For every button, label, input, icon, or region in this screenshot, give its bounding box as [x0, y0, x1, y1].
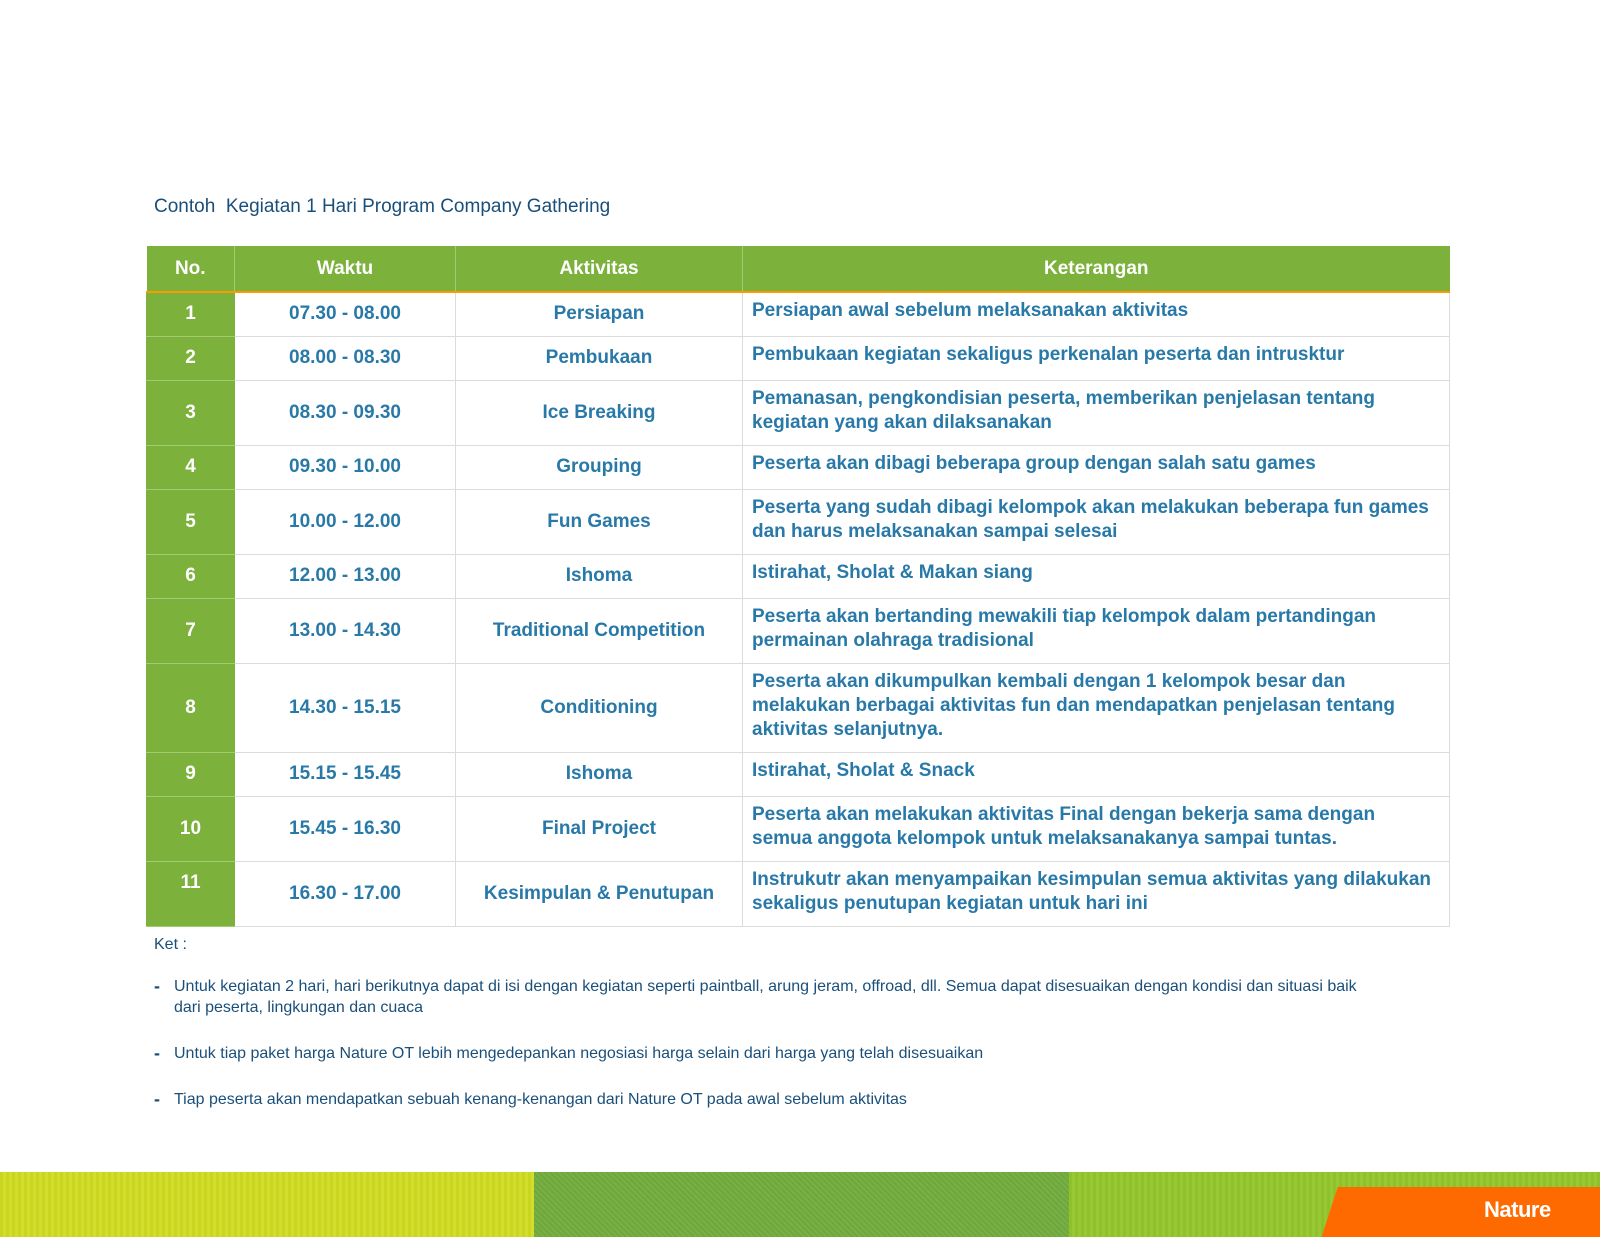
- note-item: [154, 1089, 1374, 1110]
- row-activity: Final Project: [456, 796, 743, 861]
- row-number: 1: [147, 292, 235, 336]
- table-row: [147, 598, 1450, 663]
- row-time: 13.00 - 14.30: [235, 598, 456, 663]
- row-time: 08.00 - 08.30: [235, 336, 456, 380]
- row-time: 08.30 - 09.30: [235, 380, 456, 445]
- row-number: 6: [147, 554, 235, 598]
- row-description: Instrukutr akan menyampaikan kesimpulan semua aktivitas yang dilakukan sekaligus penutupan kegiatan untuk hari ini: [743, 861, 1450, 926]
- row-number: 3: [147, 380, 235, 445]
- table-row: [147, 796, 1450, 861]
- notes-label: Ket :: [154, 936, 187, 953]
- nature-logo: Nature: [1484, 1197, 1551, 1222]
- row-number: 9: [147, 752, 235, 796]
- row-activity: Ishoma: [456, 752, 743, 796]
- table-row: [147, 292, 1450, 336]
- table-row: [147, 336, 1450, 380]
- table-row: [147, 489, 1450, 554]
- row-description: Peserta akan bertanding mewakili tiap kelompok dalam pertandingan permainan olahraga tradisional: [743, 598, 1450, 663]
- row-description: Istirahat, Sholat & Snack: [743, 752, 1450, 796]
- dash-bullet-icon: -: [154, 1089, 160, 1109]
- row-description: Istirahat, Sholat & Makan siang: [743, 554, 1450, 598]
- dash-bullet-icon: -: [154, 1043, 160, 1063]
- header-no: No.: [147, 246, 235, 292]
- table-row: [147, 663, 1450, 752]
- logo-orange-shape: [1318, 1187, 1600, 1237]
- row-activity: Ice Breaking: [456, 380, 743, 445]
- footer-banner: [0, 1172, 1600, 1237]
- row-time: 07.30 - 08.00: [235, 292, 456, 336]
- row-number: 2: [147, 336, 235, 380]
- table-row: [147, 380, 1450, 445]
- row-activity: Ishoma: [456, 554, 743, 598]
- schedule-table: [146, 246, 1450, 927]
- table-header-row: [147, 246, 1450, 292]
- row-number: 5: [147, 489, 235, 554]
- dash-bullet-icon: -: [154, 976, 160, 996]
- note-item: [154, 976, 1374, 1018]
- row-activity: Persiapan: [456, 292, 743, 336]
- row-number: 4: [147, 445, 235, 489]
- row-number: 11: [147, 861, 235, 926]
- row-description: Persiapan awal sebelum melaksanakan aktivitas: [743, 292, 1450, 336]
- table-row: [147, 861, 1450, 926]
- row-description: Peserta akan dibagi beberapa group dengan salah satu games: [743, 445, 1450, 489]
- note-text: Untuk tiap paket harga Nature OT lebih mengedepankan negosiasi harga selain dari harga yang telah disesuaikan: [174, 1045, 984, 1062]
- row-time: 14.30 - 15.15: [235, 663, 456, 752]
- row-number: 10: [147, 796, 235, 861]
- note-text: Untuk kegiatan 2 hari, hari berikutnya dapat di isi dengan kegiatan seperti paintball, arung jeram, offroad, dll. Semua dapat disesuaikan dengan kondisi dan situasi baik dari peserta, lingkungan dan cuaca: [174, 978, 1357, 1016]
- row-description: Peserta akan melakukan aktivitas Final dengan bekerja sama dengan semua anggota kelompok untuk melaksanakanya sampai tuntas.: [743, 796, 1450, 861]
- row-time: 16.30 - 17.00: [235, 861, 456, 926]
- table-row: [147, 554, 1450, 598]
- row-description: Peserta yang sudah dibagi kelompok akan melakukan beberapa fun games dan harus melaksanakan sampai selesai: [743, 489, 1450, 554]
- row-description: Pemanasan, pengkondisian peserta, memberikan penjelasan tentang kegiatan yang akan dilaksanakan: [743, 380, 1450, 445]
- document-title: Contoh Kegiatan 1 Hari Program Company Gathering: [154, 196, 611, 217]
- row-description: Peserta akan dikumpulkan kembali dengan 1 kelompok besar dan melakukan berbagai aktivitas fun dan mendapatkan penjelasan tentang aktivitas selanjutnya.: [743, 663, 1450, 752]
- row-number: 8: [147, 663, 235, 752]
- row-number: 7: [147, 598, 235, 663]
- notes-section: [154, 936, 1374, 1135]
- row-time: 15.45 - 16.30: [235, 796, 456, 861]
- footer-band-grass: [534, 1172, 1069, 1237]
- row-time: 10.00 - 12.00: [235, 489, 456, 554]
- row-time: 12.00 - 13.00: [235, 554, 456, 598]
- row-activity: Grouping: [456, 445, 743, 489]
- table-row: [147, 445, 1450, 489]
- row-activity: Conditioning: [456, 663, 743, 752]
- table-row: [147, 752, 1450, 796]
- row-description: Pembukaan kegiatan sekaligus perkenalan peserta dan intrusktur: [743, 336, 1450, 380]
- row-activity: Pembukaan: [456, 336, 743, 380]
- header-waktu: Waktu: [235, 246, 456, 292]
- note-item: [154, 1043, 1374, 1064]
- header-keterangan: Keterangan: [743, 246, 1450, 292]
- row-activity: Traditional Competition: [456, 598, 743, 663]
- row-activity: Fun Games: [456, 489, 743, 554]
- row-activity: Kesimpulan & Penutupan: [456, 861, 743, 926]
- note-text: Tiap peserta akan mendapatkan sebuah kenang-kenangan dari Nature OT pada awal sebelum aktivitas: [174, 1091, 907, 1108]
- row-time: 09.30 - 10.00: [235, 445, 456, 489]
- row-time: 15.15 - 15.45: [235, 752, 456, 796]
- header-aktivitas: Aktivitas: [456, 246, 743, 292]
- footer-band-yellow: [0, 1172, 534, 1237]
